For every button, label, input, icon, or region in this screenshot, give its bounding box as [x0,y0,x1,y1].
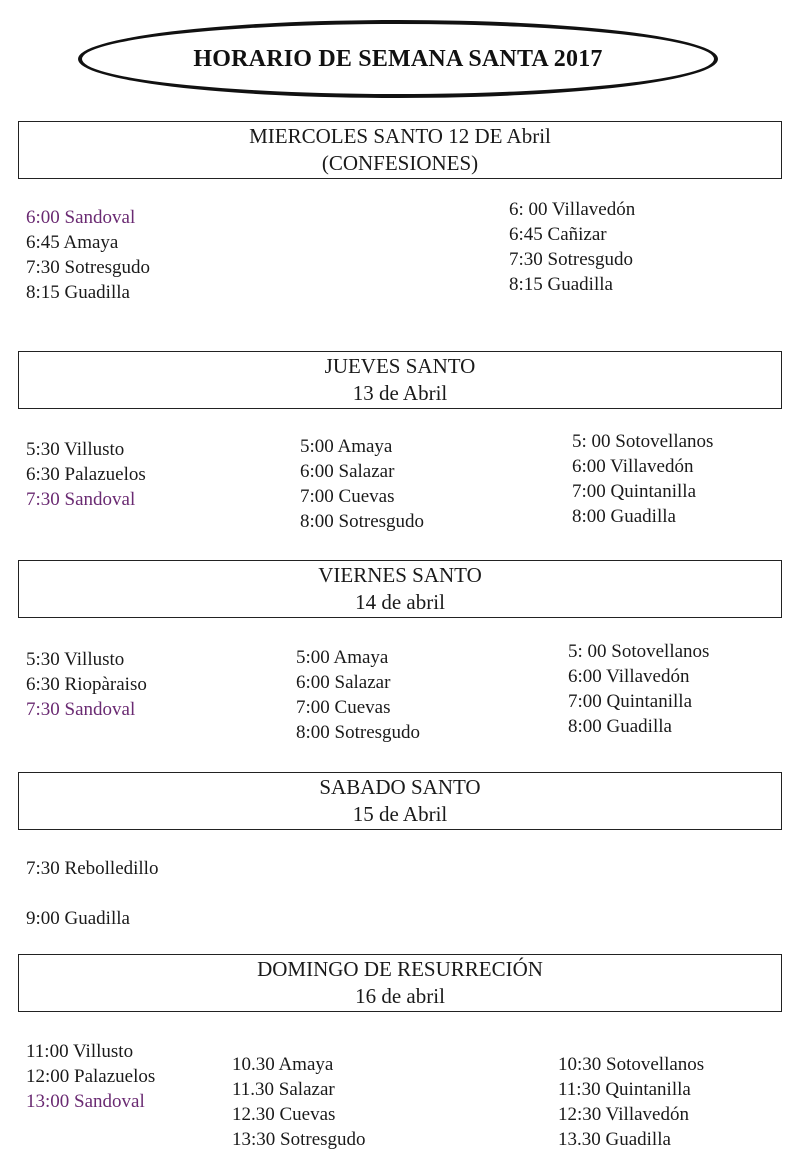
schedule-entry: 5:30 Villusto [26,649,125,670]
schedule-column [509,197,635,297]
schedule-column [568,639,709,739]
schedule-column [26,647,147,722]
schedule-entry: 12:00 Palazuelos [26,1066,156,1087]
schedule-entry: 7:00 Quintanilla [572,481,697,502]
schedule-column [26,1039,155,1114]
schedule-entry: 12:30 Villavedón [558,1104,689,1125]
schedule-entry: 8:00 Sotresgudo [296,722,421,743]
schedule-entry: 13.30 Guadilla [558,1129,671,1150]
section-header-sabado [18,772,782,830]
schedule-column [296,645,420,745]
schedule-column [26,205,150,305]
schedule-entry: 6:45 Cañizar [509,224,607,245]
schedule-entry: 6:00 Villavedón [568,666,690,687]
schedule-entry: 7:00 Cuevas [300,486,395,507]
schedule-entry: 6:30 Riopàraiso [26,674,147,695]
section-heading: MIERCOLES SANTO 12 DE Abril [249,124,551,148]
schedule-entry: 13:30 Sotresgudo [232,1129,366,1150]
schedule-entry: 6:00 Salazar [300,461,395,482]
schedule-entry: 6:00 Villavedón [572,456,694,477]
schedule-entry: 11:00 Villusto [26,1041,134,1062]
schedule-column [572,429,713,529]
section-header-viernes [18,560,782,618]
schedule-entry: 11.30 Salazar [232,1079,335,1100]
schedule-entry: 7:00 Cuevas [296,697,391,718]
section-subheading: 13 de Abril [352,381,448,405]
title-oval [78,20,718,98]
schedule-entry: 12.30 Cuevas [232,1104,336,1125]
schedule-column [26,437,146,512]
schedule-entry: 5:00 Amaya [296,647,389,668]
schedule-entry: 6:00 Sandoval [26,207,136,228]
section-subheading: 14 de abril [355,590,445,614]
schedule-entry: 8:15 Guadilla [509,274,613,295]
schedule-column [558,1052,704,1152]
schedule-entry: 6:00 Salazar [296,672,391,693]
schedule-entry: 7:30 Sandoval [26,489,136,510]
schedule-entry: 10.30 Amaya [232,1054,334,1075]
section-heading: JUEVES SANTO [324,354,476,378]
page-title: HORARIO DE SEMANA SANTA 2017 [193,45,603,72]
schedule-entry: 11:30 Quintanilla [558,1079,691,1100]
schedule-entry: 13:00 Sandoval [26,1091,145,1112]
schedule-entry: 8:00 Guadilla [572,506,676,527]
schedule-entry: 5: 00 Sotovellanos [572,431,714,452]
schedule-entry: 5:00 Amaya [300,436,393,457]
section-header-domingo [18,954,782,1012]
schedule-column [232,1052,366,1152]
section-header-jueves [18,351,782,409]
schedule-entry: 5: 00 Sotovellanos [568,641,710,662]
section-heading: VIERNES SANTO [318,563,482,587]
schedule-entry: 7:30 Sandoval [26,699,136,720]
section-heading: DOMINGO DE RESURRECIÓN [257,957,543,981]
schedule-entry: 8:00 Sotresgudo [300,511,425,532]
schedule-entry: 6: 00 Villavedón [509,199,636,220]
schedule-entry: 7:30 Sotresgudo [509,249,634,270]
schedule-entry: 8:00 Guadilla [568,716,672,737]
section-heading: SABADO SANTO [319,775,481,799]
schedule-entry: 7:00 Quintanilla [568,691,693,712]
schedule-column [300,434,424,534]
section-subheading: 15 de Abril [352,802,448,826]
schedule-column [26,856,158,931]
schedule-entry: 6:45 Amaya [26,232,119,253]
schedule-entry: 9:00 Guadilla [26,908,130,929]
section-subheading: 16 de abril [355,984,445,1008]
schedule-entry: 5:30 Villusto [26,439,125,460]
schedule-entry: 6:30 Palazuelos [26,464,146,485]
schedule-entry: 7:30 Rebolledillo [26,858,159,879]
section-subheading: (CONFESIONES) [321,151,479,175]
schedule-entry: 10:30 Sotovellanos [558,1054,705,1075]
schedule-entry: 7:30 Sotresgudo [26,257,151,278]
section-header-miercoles [18,121,782,179]
schedule-entry: 8:15 Guadilla [26,282,130,303]
